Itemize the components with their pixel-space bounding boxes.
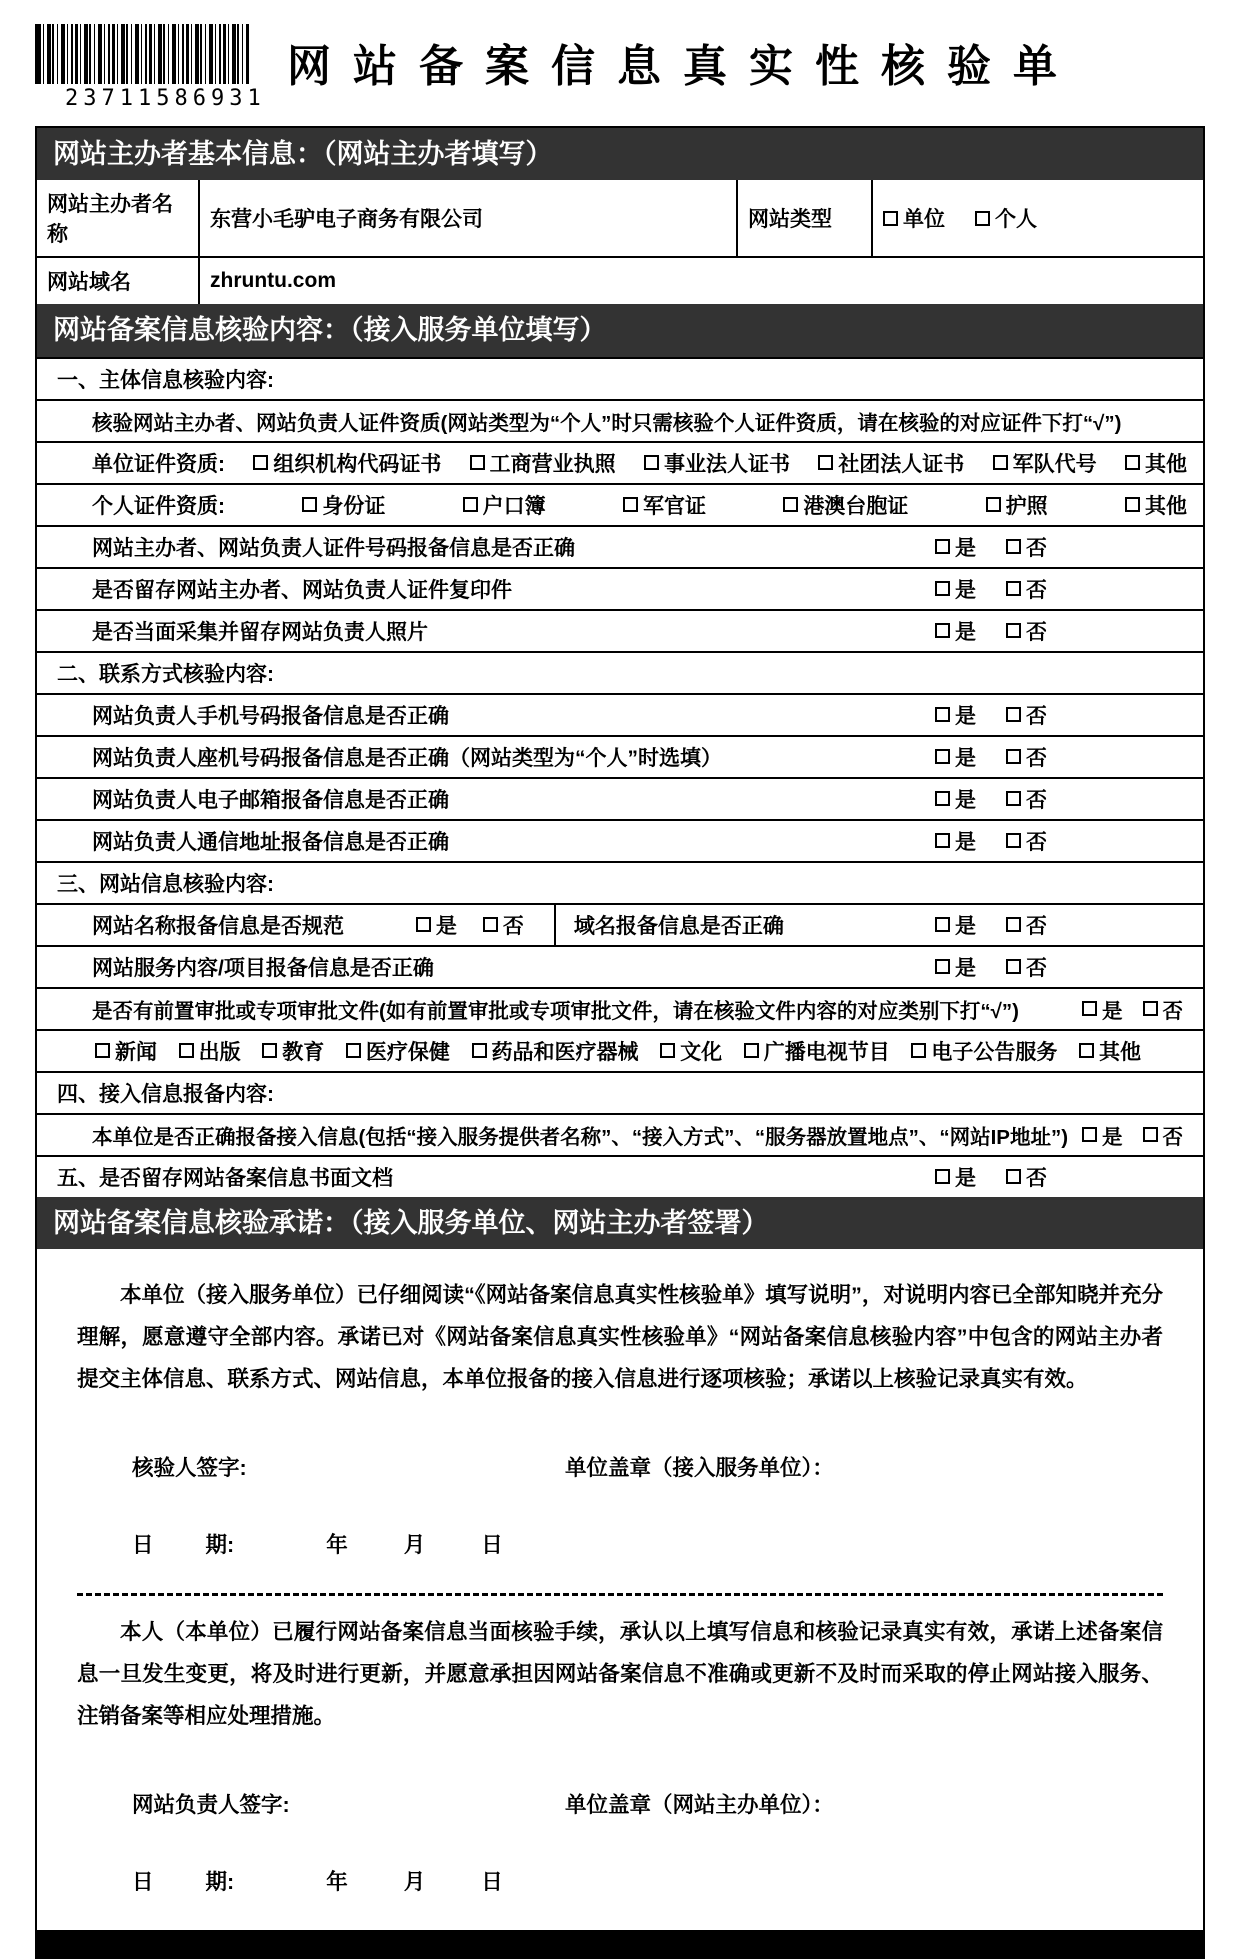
date-year-label[interactable]: 年 xyxy=(326,1532,348,1557)
no-checkbox[interactable] xyxy=(1006,574,1047,604)
inspector-seal-label[interactable]: 单位盖章（接入服务单位）： xyxy=(565,1455,834,1480)
checkbox-box xyxy=(1079,1043,1094,1058)
checkbox-box xyxy=(253,455,268,470)
page-title: 网站备案信息真实性核验单 xyxy=(287,42,1079,91)
no-checkbox[interactable] xyxy=(1006,532,1047,562)
section1-header: 网站主办者基本信息：（网站主办者填写） xyxy=(37,128,1203,180)
yesno-group xyxy=(935,784,1047,814)
option-checkbox[interactable] xyxy=(346,1036,450,1066)
question-label: 本单位是否正确报备接入信息(包括“接入服务提供者名称”、“接入方式”、“服务器放置地点”、“网站IP地址”) xyxy=(92,1125,1069,1149)
split-question-row xyxy=(37,903,1203,945)
yesno-group xyxy=(935,574,1047,604)
option-label: 户口簿 xyxy=(482,494,546,518)
inspector-signature-row xyxy=(77,1451,1163,1482)
yes-checkbox[interactable] xyxy=(935,910,976,940)
checkbox-box xyxy=(1006,959,1021,974)
checkbox-box xyxy=(935,623,950,638)
yesno-group xyxy=(1082,994,1183,1024)
yes-checkbox[interactable] xyxy=(1082,1120,1123,1150)
checkbox-box xyxy=(1006,749,1021,764)
option-label: 其他 xyxy=(1099,1040,1141,1064)
promise-section xyxy=(37,1249,1203,1896)
option-checkbox[interactable] xyxy=(993,448,1097,478)
checkbox-box xyxy=(623,497,638,512)
checkbox-box xyxy=(883,211,898,226)
yesno-group xyxy=(935,952,1047,982)
yes-checkbox[interactable] xyxy=(935,616,976,646)
checkbox-box xyxy=(935,959,950,974)
checkbox-box xyxy=(346,1043,361,1058)
option-checkbox[interactable] xyxy=(644,448,790,478)
date-day-label[interactable]: 日 xyxy=(481,1532,503,1557)
section-label: 五、是否留存网站备案信息书面文档 xyxy=(57,1166,393,1190)
question-row xyxy=(37,567,1203,609)
no-checkbox[interactable] xyxy=(1006,910,1047,940)
unit-cert-label: 单位证件资质: xyxy=(92,452,225,476)
checkbox-box xyxy=(1006,707,1021,722)
date-label: 期: xyxy=(205,1869,235,1894)
no-label: 否 xyxy=(1026,788,1047,812)
option-checkbox[interactable] xyxy=(179,1036,241,1066)
yesno-group xyxy=(935,700,1047,730)
option-label: 新闻 xyxy=(115,1040,157,1064)
domain-label: 网站域名 xyxy=(37,256,200,304)
option-checkbox[interactable] xyxy=(253,448,441,478)
yes-label: 是 xyxy=(955,746,976,770)
checkbox-box xyxy=(463,497,478,512)
option-checkbox[interactable] xyxy=(818,448,964,478)
barcode-image xyxy=(35,24,249,84)
no-label: 否 xyxy=(1026,914,1047,938)
option-checkbox[interactable] xyxy=(302,490,385,520)
checkbox-box xyxy=(935,791,950,806)
personal-cert-label: 个人证件资质: xyxy=(92,494,225,518)
option-checkbox[interactable] xyxy=(262,1036,324,1066)
yes-checkbox[interactable] xyxy=(935,952,976,982)
checkbox-box xyxy=(262,1043,277,1058)
site-type-options xyxy=(873,180,1203,256)
section3-header: 网站备案信息核验承诺：（接入服务单位、网站主办者签署） xyxy=(37,1197,1203,1249)
checkbox-box xyxy=(1006,581,1021,596)
option-label: 药品和医疗器械 xyxy=(491,1040,639,1064)
yesno-group xyxy=(935,1162,1047,1192)
no-checkbox[interactable] xyxy=(1006,826,1047,856)
checkbox-box xyxy=(783,497,798,512)
organizer-name-value[interactable]: 东营小毛驴电子商务有限公司 xyxy=(200,180,738,256)
checkbox-box xyxy=(818,455,833,470)
yes-checkbox[interactable] xyxy=(935,700,976,730)
question-label: 网站名称报备信息是否规范 xyxy=(92,914,344,938)
unit-cert-row xyxy=(37,441,1203,483)
checkbox-box xyxy=(935,1169,950,1184)
checkbox-box xyxy=(1006,1169,1021,1184)
organizer-name-label: 网站主办者名称 xyxy=(37,180,200,256)
yes-checkbox[interactable] xyxy=(935,1162,976,1192)
yes-label: 是 xyxy=(955,620,976,644)
owner-date-row xyxy=(77,1865,1163,1896)
no-label: 否 xyxy=(1026,536,1047,560)
option-checkbox[interactable] xyxy=(463,490,546,520)
question-row xyxy=(37,609,1203,651)
section-row-4 xyxy=(37,1071,1203,1113)
no-checkbox[interactable] xyxy=(1006,1162,1047,1192)
no-checkbox[interactable] xyxy=(1006,742,1047,772)
option-checkbox[interactable] xyxy=(95,1036,157,1066)
personal-checkbox[interactable] xyxy=(975,203,1037,233)
yes-label: 是 xyxy=(955,788,976,812)
section-label: 一、主体信息核验内容: xyxy=(57,368,274,392)
no-label: 否 xyxy=(1026,704,1047,728)
option-label: 医疗保健 xyxy=(365,1040,450,1064)
checkbox-box xyxy=(179,1043,194,1058)
yes-label: 是 xyxy=(955,1166,976,1190)
bottom-black-bar xyxy=(37,1930,1203,1957)
checkbox-box xyxy=(472,1043,487,1058)
organizer-info-table xyxy=(37,180,1203,304)
yes-label: 是 xyxy=(955,536,976,560)
question-row xyxy=(37,525,1203,567)
checkbox-box xyxy=(1125,497,1140,512)
yesno-group xyxy=(935,616,1047,646)
approval-categories-row xyxy=(37,1029,1203,1071)
option-checkbox[interactable] xyxy=(472,1036,639,1066)
owner-seal-label[interactable]: 单位盖章（网站主办单位）： xyxy=(565,1792,834,1817)
option-label: 港澳台胞证 xyxy=(803,494,909,518)
yes-checkbox[interactable] xyxy=(1082,994,1123,1024)
question-label: 网站负责人手机号码报备信息是否正确 xyxy=(92,704,449,728)
option-label: 军队代号 xyxy=(1012,452,1097,476)
section-row-5 xyxy=(37,1155,1203,1197)
unit-checkbox[interactable] xyxy=(883,203,945,233)
question-label: 网站主办者、网站负责人证件号码报备信息是否正确 xyxy=(92,536,575,560)
domain-value[interactable]: zhruntu.com xyxy=(200,256,1203,304)
personal-label: 个人 xyxy=(995,208,1037,232)
question-label: 是否当面采集并留存网站负责人照片 xyxy=(92,620,428,644)
option-checkbox[interactable] xyxy=(1125,490,1187,520)
checkbox-box xyxy=(416,917,431,932)
question-label: 网站服务内容/项目报备信息是否正确 xyxy=(92,956,434,980)
no-checkbox[interactable] xyxy=(1006,784,1047,814)
owner-sign-label[interactable]: 网站负责人签字: xyxy=(132,1792,290,1817)
yesno-group xyxy=(935,742,1047,772)
no-label: 否 xyxy=(502,914,524,938)
checkbox-box xyxy=(483,917,498,932)
option-label: 电子公告服务 xyxy=(931,1040,1058,1064)
question-row xyxy=(37,693,1203,735)
no-label: 否 xyxy=(1026,956,1047,980)
question-label: 网站负责人电子邮箱报备信息是否正确 xyxy=(92,788,449,812)
yes-label: 是 xyxy=(1102,999,1123,1023)
question-label: 域名报备信息是否正确 xyxy=(573,914,784,938)
option-checkbox[interactable] xyxy=(470,448,616,478)
yes-label: 是 xyxy=(955,956,976,980)
option-checkbox[interactable] xyxy=(911,1036,1057,1066)
yes-checkbox[interactable] xyxy=(935,574,976,604)
option-label: 身份证 xyxy=(322,494,386,518)
inspector-sign-label[interactable]: 核验人签字: xyxy=(132,1455,247,1480)
no-label: 否 xyxy=(1026,830,1047,854)
option-label: 事业法人证书 xyxy=(663,452,790,476)
unit-label: 单位 xyxy=(903,208,945,232)
option-checkbox[interactable] xyxy=(986,490,1048,520)
section-row-1 xyxy=(37,357,1203,399)
checkbox-box xyxy=(1143,1001,1158,1016)
owner-signature-row xyxy=(77,1788,1163,1819)
checkbox-box xyxy=(302,497,317,512)
no-checkbox[interactable] xyxy=(1143,994,1184,1024)
checkbox-box xyxy=(935,749,950,764)
checkbox-box xyxy=(1082,1001,1097,1016)
question-row xyxy=(37,735,1203,777)
option-label: 文化 xyxy=(680,1040,723,1064)
yesno-group xyxy=(935,910,1047,940)
yes-checkbox[interactable] xyxy=(935,532,976,562)
section2-header: 网站备案信息核验内容：（接入服务单位填写） xyxy=(37,304,1203,356)
checkbox-box xyxy=(1125,455,1140,470)
section-row-2 xyxy=(37,651,1203,693)
note-row xyxy=(37,399,1203,441)
question-label: 网站负责人座机号码报备信息是否正确（网站类型为“个人”时选填） xyxy=(92,746,722,770)
note-label: 核验网站主办者、网站负责人证件资质(网站类型为“个人”时只需核验个人证件资质，请在核验的对应证件下打“√”) xyxy=(92,411,1122,435)
yes-checkbox[interactable] xyxy=(935,826,976,856)
checkbox-box xyxy=(1006,623,1021,638)
question-row xyxy=(37,777,1203,819)
section-row-3 xyxy=(37,861,1203,903)
yes-label: 是 xyxy=(955,830,976,854)
inspector-date-row xyxy=(77,1528,1163,1559)
checkbox-box xyxy=(935,581,950,596)
section-label: 二、联系方式核验内容: xyxy=(57,662,274,686)
option-label: 组织机构代码证书 xyxy=(273,452,442,476)
checkbox-box xyxy=(993,455,1008,470)
domain-question xyxy=(556,905,1203,945)
checkbox-box xyxy=(744,1043,759,1058)
question-label: 是否有前置审批或专项审批文件(如有前置审批或专项审批文件，请在核验文件内容的对应类别下打“√”) xyxy=(92,999,1019,1023)
access-info-question-row xyxy=(37,1113,1203,1155)
yesno-group xyxy=(935,532,1047,562)
no-checkbox[interactable] xyxy=(1006,616,1047,646)
checkbox-box xyxy=(975,211,990,226)
yes-checkbox[interactable] xyxy=(935,784,976,814)
checkbox-box xyxy=(660,1043,675,1058)
option-checkbox[interactable] xyxy=(744,1036,890,1066)
checkbox-box xyxy=(470,455,485,470)
date-label: 日 xyxy=(132,1869,154,1894)
site-name-question xyxy=(37,905,556,945)
option-label: 其他 xyxy=(1144,494,1187,518)
checkbox-box xyxy=(1006,539,1021,554)
promise-paragraph-1: 本单位（接入服务单位）已仔细阅读“《网站备案信息真实性核验单》填写说明”，对说明内容已全部知晓并充分理解，愿意遵守全部内容。承诺已对《网站备案信息真实性核验单》“网站备案信息核验内容”中包含的网站主办者提交主体信息、联系方式、网站信息，本单位报备的接入信息进行逐项核验；承诺以上核验记录真实有效。 xyxy=(77,1283,1163,1392)
personal-cert-row xyxy=(37,483,1203,525)
checkbox-box xyxy=(644,455,659,470)
option-checkbox[interactable] xyxy=(1079,1036,1141,1066)
checkbox-box xyxy=(935,539,950,554)
barcode-number: 23711586931 xyxy=(65,86,266,111)
barcode-block xyxy=(35,24,275,111)
date-day-label[interactable]: 日 xyxy=(481,1869,503,1894)
question-row xyxy=(37,819,1203,861)
option-label: 护照 xyxy=(1005,494,1048,518)
option-label: 社团法人证书 xyxy=(838,452,965,476)
option-checkbox[interactable] xyxy=(1125,448,1187,478)
no-label: 否 xyxy=(1026,1166,1047,1190)
no-label: 否 xyxy=(1162,999,1183,1023)
option-checkbox[interactable] xyxy=(783,490,908,520)
question-row xyxy=(37,945,1203,987)
date-month-label[interactable]: 月 xyxy=(403,1532,426,1557)
checkbox-box xyxy=(986,497,1001,512)
promise-paragraph-2: 本人（本单位）已履行网站备案信息当面核验手续，承认以上填写信息和核验记录真实有效，承诺上述备案信息一旦发生变更，将及时进行更新，并愿意承担因网站备案信息不准确或更新不及时而采取的停止网站接入服务、注销备案等相应处理措施。 xyxy=(77,1619,1163,1728)
option-label: 工商营业执照 xyxy=(489,452,616,476)
option-label: 出版 xyxy=(198,1040,241,1064)
yesno-group xyxy=(1082,1120,1183,1150)
yes-label: 是 xyxy=(955,914,976,938)
section-label: 三、网站信息核验内容: xyxy=(57,872,274,896)
option-label: 教育 xyxy=(282,1040,325,1064)
option-label: 广播电视节目 xyxy=(763,1040,890,1064)
yes-label: 是 xyxy=(435,914,457,938)
date-label: 期: xyxy=(205,1532,235,1557)
yes-checkbox[interactable] xyxy=(935,742,976,772)
checkbox-box xyxy=(935,707,950,722)
checkbox-box xyxy=(95,1043,110,1058)
cut-line xyxy=(77,1593,1163,1596)
no-label: 否 xyxy=(1026,746,1047,770)
question-label: 是否留存网站主办者、网站负责人证件复印件 xyxy=(92,578,512,602)
no-checkbox[interactable] xyxy=(1006,952,1047,982)
checkbox-box xyxy=(1006,791,1021,806)
verification-form xyxy=(35,126,1205,1959)
date-month-label[interactable]: 月 xyxy=(403,1869,426,1894)
section-label: 四、接入信息报备内容: xyxy=(57,1082,274,1106)
option-label: 军官证 xyxy=(642,494,706,518)
checkbox-box xyxy=(1006,833,1021,848)
yesno-group xyxy=(416,910,524,940)
yes-label: 是 xyxy=(955,578,976,602)
option-checkbox[interactable] xyxy=(623,490,706,520)
no-checkbox[interactable] xyxy=(483,910,524,940)
checkbox-box xyxy=(935,917,950,932)
yes-checkbox[interactable] xyxy=(416,910,457,940)
checkbox-box xyxy=(1082,1127,1097,1142)
page-header xyxy=(35,24,1205,126)
option-checkbox[interactable] xyxy=(660,1036,722,1066)
yes-label: 是 xyxy=(1102,1125,1123,1149)
date-label: 日 xyxy=(132,1532,154,1557)
date-year-label[interactable]: 年 xyxy=(326,1869,348,1894)
approval-question-row xyxy=(37,987,1203,1029)
question-label: 网站负责人通信地址报备信息是否正确 xyxy=(92,830,449,854)
no-label: 否 xyxy=(1026,620,1047,644)
checkbox-box xyxy=(911,1043,926,1058)
yes-label: 是 xyxy=(955,704,976,728)
checkbox-box xyxy=(1143,1127,1158,1142)
no-label: 否 xyxy=(1026,578,1047,602)
option-label: 其他 xyxy=(1144,452,1187,476)
no-checkbox[interactable] xyxy=(1006,700,1047,730)
no-label: 否 xyxy=(1162,1125,1183,1149)
site-type-label: 网站类型 xyxy=(738,180,873,256)
checkbox-box xyxy=(1006,917,1021,932)
checkbox-box xyxy=(935,833,950,848)
yesno-group xyxy=(935,826,1047,856)
no-checkbox[interactable] xyxy=(1143,1120,1184,1150)
